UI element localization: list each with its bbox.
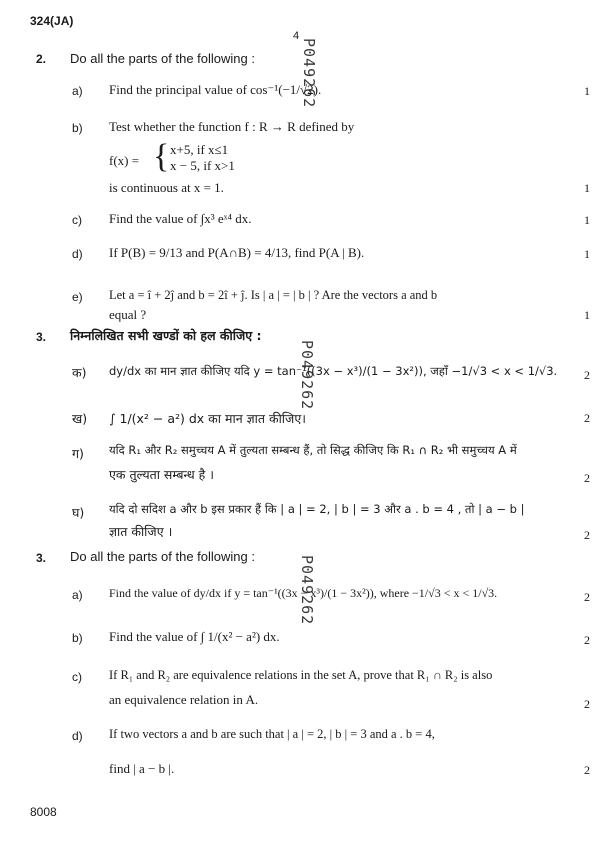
q3h-ka-marks: 2 [584,368,590,382]
q2d-label: d) [72,247,83,261]
q3e-c-label: c) [72,670,82,684]
q3e-d-marks: 2 [584,763,590,777]
q3e-a-label: a) [72,588,83,602]
q2b-label: b) [72,121,83,135]
q3e-c-line2: an equivalence relation in A. [109,692,259,707]
q3h-instruction: निम्नलिखित सभी खण्डों को हल कीजिए : [70,328,262,343]
q3e-d-label: d) [72,729,83,743]
q3e-b-marks: 2 [584,633,590,647]
q2e-line1: Let a = î + 2ĵ and b = 2î + ĵ. Is | a | = | b | ? Are the vectors a and b [109,288,438,302]
footer-code: 8008 [30,805,57,819]
q2b-fx: f(x) = [109,153,140,168]
q3h-gha-label: घ) [72,505,85,520]
watermark-lower: P049262 [298,555,316,626]
q3h-ga-line1: यदि R₁ और R₂ समुच्चय A में तुल्यता सम्बन्ध हैं, तो सिद्ध कीजिए कि R₁ ∩ R₂ भी समुच्चय A में [109,443,517,457]
q2b-case2: x − 5, if x>1 [170,158,235,173]
q3h-gha-line1: यदि दो सदिश a और b इस प्रकार हैं कि | a | = 2, | b | = 3 और a . b = 4 , तो | a − b | [109,502,525,516]
q2e-marks: 1 [584,308,590,322]
q2e-line2: equal ? [109,307,147,322]
q3h-kha-text: ∫ 1/(x² − a²) dx का मान ज्ञात कीजिए। [109,411,306,426]
q2-instruction: Do all the parts of the following : [70,51,255,66]
q2e-label: e) [72,290,83,304]
q3h-ga-marks: 2 [584,471,590,485]
q2b-brace: { [153,138,170,175]
q2b-line1: Test whether the function f : R → R defined by [109,119,355,134]
q3e-d-line1: If two vectors a and b are such that | a | = 2, | b | = 3 and a . b = 4, [109,727,435,741]
q2c-label: c) [72,213,82,227]
page-number: 4 [293,30,300,42]
q3e-c-marks: 2 [584,697,590,711]
q3h-ka-label: क) [72,365,87,380]
q3e-number: 3. [36,551,47,565]
q2d-marks: 1 [584,247,590,261]
q3e-b-label: b) [72,631,83,645]
q3e-a-text: Find the value of dy/dx if y = tan⁻¹((3x − x³)/(1 − 3x²)), where −1/√3 < x < 1/√3. [109,586,498,600]
q3h-gha-marks: 2 [584,528,590,542]
q2c-text: Find the value of ∫x³ eˣ⁴ dx. [109,211,252,226]
q3h-ga-label: ग) [72,446,84,461]
q3h-ka-text: dy/dx का मान ज्ञात कीजिए यदि y = tan⁻¹((3x − x³)/(1 − 3x²)), जहाँ −1/√3 < x < 1/√3. [109,364,558,378]
q2b-line3: is continuous at x = 1. [109,180,224,195]
q3e-instruction: Do all the parts of the following : [70,549,255,564]
q3e-a-marks: 2 [584,590,590,604]
q3h-kha-marks: 2 [584,411,590,425]
q2a-label: a) [72,84,83,98]
q3e-d-line2: find | a − b |. [109,761,175,776]
q2a-text: Find the principal value of cos⁻¹(−1/√2). [109,82,322,97]
q3h-ga-line2: एक तुल्यता सम्बन्ध है । [109,467,215,482]
q3h-number: 3. [36,330,47,344]
q2-number: 2. [36,52,47,66]
q3e-b-text: Find the value of ∫ 1/(x² − a²) dx. [109,629,280,644]
q2a-marks: 1 [584,84,590,98]
q2d-text: If P(B) = 9/13 and P(A∩B) = 4/13, find P(A | B). [109,245,365,260]
q2c-marks: 1 [584,213,590,227]
q2b-case1: x+5, if x≤1 [170,142,229,157]
q3e-c-line1: If R₁ and R₂ are equivalence relations in the set A, prove that R₁ ∩ R₂ is also [109,668,493,682]
watermark-middle: P049262 [298,340,316,411]
q3h-gha-line2: ज्ञात कीजिए । [109,524,173,539]
paper-code: 324(JA) [30,14,74,28]
watermark-top: P049262 [300,38,318,109]
q2b-marks: 1 [584,181,590,195]
q3h-kha-label: ख) [72,411,88,426]
